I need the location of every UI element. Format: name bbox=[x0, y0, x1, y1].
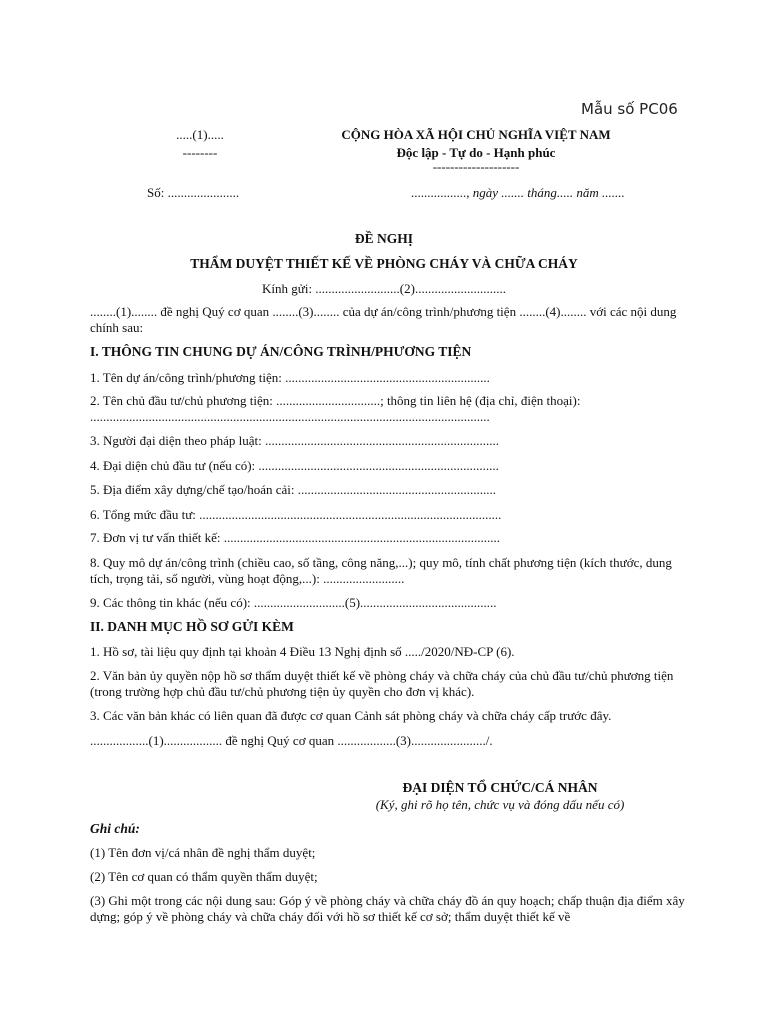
section2-item: 2. Văn bản ủy quyền nộp hồ sơ thẩm duyệt thiết kế về phòng cháy và chữa cháy của chủ đầu tư/chủ phương tiện (trong trường hợp chủ đầu tư/chủ phương tiện ủy quyền cho đơn vị khác). bbox=[90, 668, 674, 699]
section1-item: 8. Quy mô dự án/công trình (chiều cao, số tầng, công năng,...); quy mô, tính chất phương tiện (kích thước, dung tích, trọng tải, số người, vùng hoạt động,...): ......................... bbox=[90, 555, 672, 586]
section1-item: 2. Tên chủ đầu tư/chủ phương tiện: ................................; thông tin liên hệ (địa chỉ, điện thoại): ........................................................................................................................... bbox=[90, 393, 581, 424]
section1-item: 1. Tên dự án/công trình/phương tiện: ............................................................... bbox=[90, 370, 490, 385]
intro-paragraph: ........(1)........ đề nghị Quý cơ quan ........(3)........ của dự án/công trình/phương tiện ........(4)........ với các nội dung chính sau: bbox=[90, 304, 677, 335]
section2-heading: II. DANH MỤC HỒ SƠ GỬI KÈM bbox=[90, 619, 294, 634]
organization-placeholder: .....(1)..... bbox=[176, 127, 224, 142]
note-item: (1) Tên đơn vị/cá nhân đề nghị thẩm duyệt; bbox=[90, 845, 316, 860]
section1-item: 6. Tổng mức đầu tư: ............................................................................................. bbox=[90, 507, 502, 522]
section2-item: 3. Các văn bản khác có liên quan đã được cơ quan Cảnh sát phòng cháy và chữa cháy cấp trước đây. bbox=[90, 708, 612, 723]
section1-item: 5. Địa điểm xây dựng/chế tạo/hoán cải: ............................................................. bbox=[90, 482, 497, 497]
note-item: (2) Tên cơ quan có thẩm quyền thẩm duyệt; bbox=[90, 869, 318, 884]
date-place: ................., bbox=[411, 185, 473, 200]
organization-header bbox=[140, 126, 260, 162]
section1-item: 9. Các thông tin khác (nếu có): ............................(5).......................................... bbox=[90, 595, 497, 610]
document-title: ĐỀ NGHỊ bbox=[354, 231, 414, 246]
organization-divider: -------- bbox=[182, 145, 218, 160]
nation-name: CỘNG HÒA XÃ HỘI CHỦ NGHĨA VIỆT NAM bbox=[341, 127, 611, 142]
note-item: (3) Ghi một trong các nội dung sau: Góp ý về phòng cháy và chữa cháy đồ án quy hoạch; chấp thuận địa điểm xây dựng; góp ý về phòng cháy và chữa cháy đối với hồ sơ thiết kế cơ sở; thẩm duyệt thiết kế về bbox=[90, 893, 685, 924]
section2-item: 1. Hồ sơ, tài liệu quy định tại khoản 4 Điều 13 Nghị định số ...../2020/NĐ-CP (6). bbox=[90, 644, 515, 659]
document-date bbox=[411, 185, 625, 201]
document-subtitle: THẨM DUYỆT THIẾT KẾ VỀ PHÒNG CHÁY VÀ CHỮA CHÁY bbox=[190, 256, 578, 271]
national-motto: Độc lập - Tự do - Hạnh phúc bbox=[396, 145, 556, 160]
document-number: Số: ...................... bbox=[147, 185, 240, 200]
section1-item: 7. Đơn vị tư vấn thiết kế: ..................................................................................... bbox=[90, 530, 501, 545]
section1-heading: I. THÔNG TIN CHUNG DỰ ÁN/CÔNG TRÌNH/PHƯƠNG TIỆN bbox=[90, 344, 472, 359]
date-text: ngày ....... tháng..... năm ....... bbox=[472, 185, 625, 200]
section1-item: 3. Người đại diện theo pháp luật: ........................................................................ bbox=[90, 433, 499, 448]
notes-heading: Ghi chú: bbox=[90, 821, 140, 836]
section2-closing: ..................(1).................. đề nghị Quý cơ quan ..................(3)......................./. bbox=[90, 733, 493, 748]
signature-title: ĐẠI DIỆN TỔ CHỨC/CÁ NHÂN bbox=[402, 780, 598, 795]
form-code: Mẫu số PC06 bbox=[581, 100, 678, 118]
recipient-line: Kính gửi: ..........................(2)............................ bbox=[262, 281, 506, 296]
signature-instructions: (Ký, ghi rõ họ tên, chức vụ và đóng dấu nếu có) bbox=[375, 797, 625, 812]
national-header bbox=[300, 126, 652, 172]
motto-divider: -------------------- bbox=[432, 159, 520, 174]
section1-item: 4. Đại diện chủ đầu tư (nếu có): .......................................................................... bbox=[90, 458, 499, 473]
